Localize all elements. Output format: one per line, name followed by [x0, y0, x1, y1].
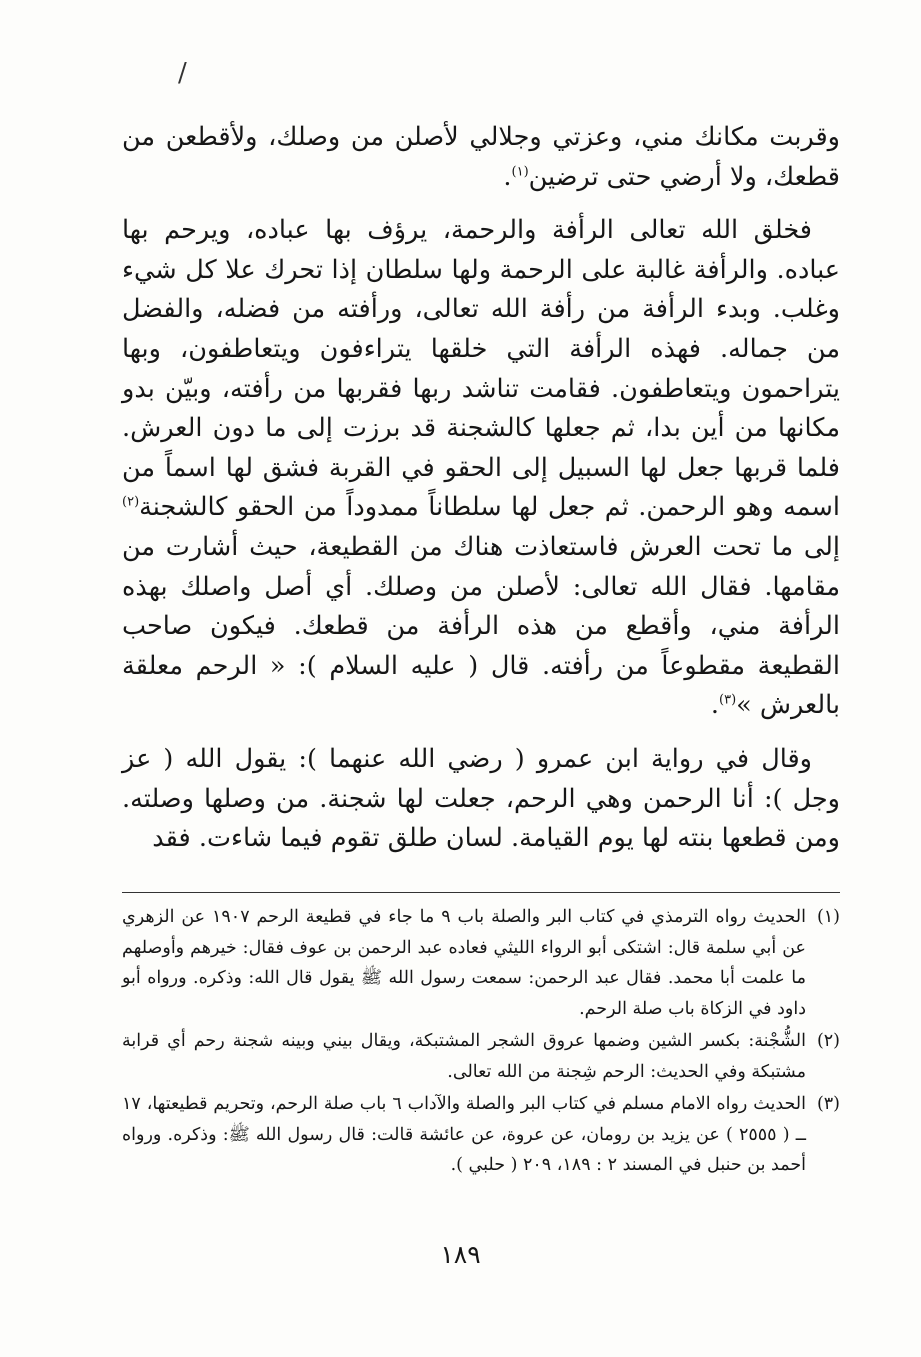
footnote-ref: (١) [511, 164, 529, 180]
paragraph-1 [122, 118, 840, 197]
margin-mark: / [178, 58, 187, 88]
footnote-number: (١) [816, 907, 840, 927]
footnote-divider [122, 892, 840, 893]
footnote-number: (٢) [816, 1031, 840, 1051]
footnote-text: الشُّجْنة: بكسر الشين وضمها عروق الشجر المشتبكة، ويقال بيني وبينه شجنة رحم أي قرابة مشتبكة وفي الحديث: الرحم شِجنة من الله تعالى. [122, 1031, 806, 1082]
main-text [122, 118, 840, 873]
footnote-text: الحديث رواه الامام مسلم في كتاب البر والصلة والآداب ٦ باب صلة الرحم، وتحريم قطيعتها، ١٧ ــ ( ٢٥٥٥ ) عن يزيد بن رومان، عن عروة، عن عائشة قالت: قال رسول الله ﷺ: وذكره. ورواه أحمد بن حنبل في المسند ٢ : ١٨٩، ٢٠٩ ( حلبي ). [122, 1094, 806, 1175]
footnotes [122, 902, 840, 1183]
paragraph-text: وقربت مكانك مني، وعزتي وجلالي لأصلن من وصلك، ولأقطعن من قطعك، ولا أرضي حتى ترضين [122, 122, 840, 192]
paragraph-2 [122, 211, 840, 726]
paragraph-tail: . [503, 161, 512, 192]
footnote [122, 902, 840, 1024]
page-number: ١٨٩ [440, 1240, 481, 1269]
paragraph-tail: إلى ما تحت العرش فاستعاذت هناك من القطيعة، حيث أشارت من مقامها. فقال الله تعالى: لأصلن من وصلك. أي أصل واصلك بهذه الرأفة مني، وأقطع من هذه الرأفة من قطعك. فيكون صاحب القطيعة مقطوعاً من رأفته. قال ( عليه السلام ): « الرحم معلقة بالعرش » [122, 531, 840, 721]
paragraph-3 [122, 740, 840, 859]
paragraph-tail: . [710, 690, 720, 721]
footnote [122, 1026, 840, 1087]
paragraph-text: وقال في رواية ابن عمرو ( رضي الله عنهما ): يقول الله ( عز وجل ): أنا الرحمن وهي الرحم، جعلت لها شجنة. من وصلها وصلته. ومن قطعها بنته لها يوم القيامة. لسان طلق تقوم فيما شاءت. فقد [122, 743, 840, 854]
footnote-ref: (٣) [719, 692, 737, 708]
paragraph-text: فخلق الله تعالى الرأفة والرحمة، يرؤف بها عباده، ويرحم بها عباده. والرأفة غالبة على الرحمة ولها سلطان إذا تحرك علا كل شيء وغلب. وبدء الرأفة من رأفة الله تعالى، ورأفته من فضله، والفضل من جماله. فهذه الرأفة التي خلقها يتراءفون ويتعاطفون، وبها يتراحمون ويتعاطفون. فقامت تناشد ربها فقربها من رأفته، وبيّن بدو مكانها من أين بدا، ثم جعلها كالشجنة قد برزت إلى ما دون العرش. فلما قربها جعل لها السبيل إلى الحقو في القربة فشق لها اسماً من اسمه وهو الرحمن. ثم جعل لها سلطاناً ممدوداً من الحقو كالشجنة [122, 215, 840, 523]
footnote [122, 1089, 840, 1181]
footnote-text: الحديث رواه الترمذي في كتاب البر والصلة باب ٩ ما جاء في قطيعة الرحم ١٩٠٧ عن الزهري عن أبي سلمة قال: اشتكى أبو الرواء الليثي فعاده عبد الرحمن بن عوف فقال: خيرهم وأوصلهم ما علمت أبا محمد. فقال عبد الرحمن: سمعت رسول الله ﷺ يقول قال الله: وذكره. ورواه أبو داود في الزكاة باب صلة الرحم. [122, 907, 807, 1019]
footnote-ref: (٢) [122, 494, 140, 510]
footnote-number: (٣) [816, 1094, 840, 1114]
